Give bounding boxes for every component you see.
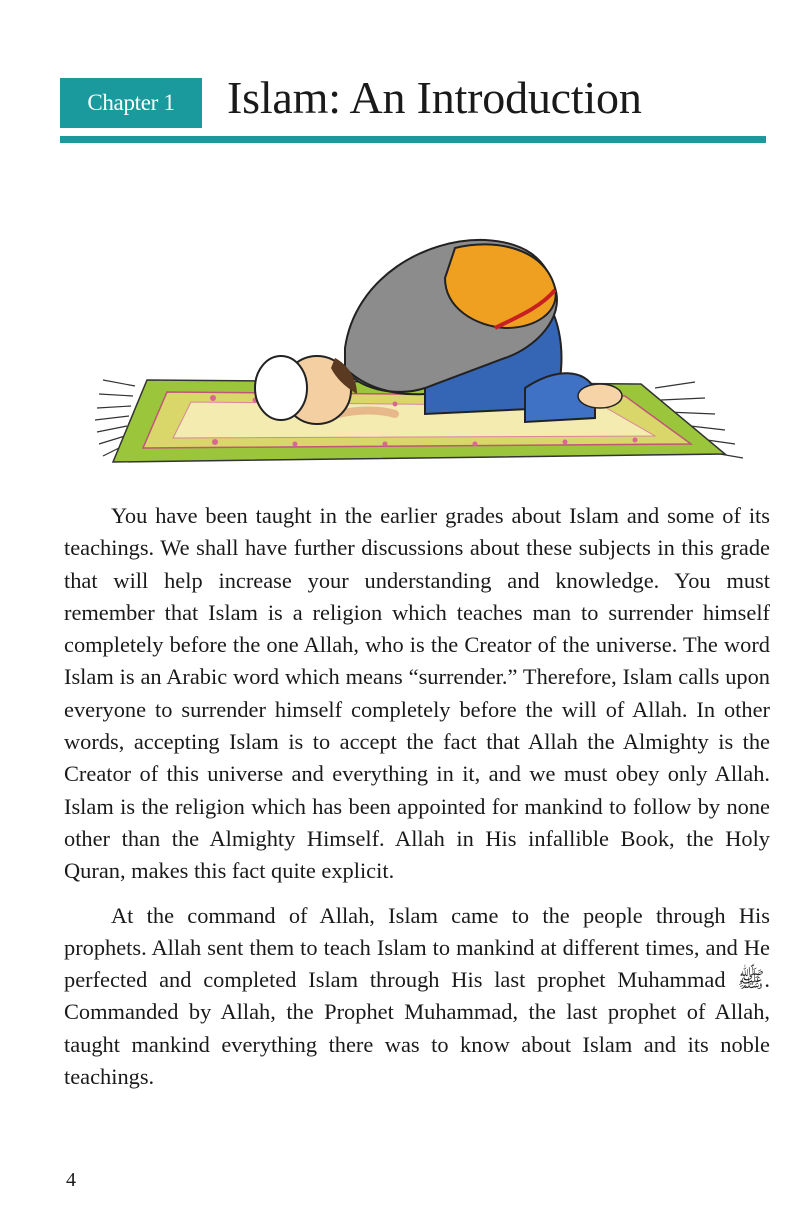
prayer-illustration-icon bbox=[95, 218, 775, 478]
chapter-body bbox=[64, 500, 770, 1105]
chapter-title: Islam: An Introduction bbox=[227, 72, 642, 123]
header-divider bbox=[60, 136, 766, 143]
paragraph: At the command of Allah, Islam came to the people through His prophets. Allah sent them to teach Islam to mankind at different times, and He perfected and completed Islam through His last prophet Muhammad ﷺ. Commanded by Allah, the Prophet Muhammad, the last prophet of Allah, taught mankind everything there was to know about Islam and its noble teachings. bbox=[64, 902, 770, 1090]
child-foot bbox=[578, 384, 622, 408]
paragraph: You have been taught in the earlier grades about Islam and some of its teachings. We shall have further discussions about these subjects in this grade that will help increase your understanding and knowledge. You must remember that Islam is a religion which teaches man to surrender himself completely before the one Allah, who is the Creator of the universe. The word Islam is an Arabic word which means “surrender.” Therefore, Islam calls upon everyone to surrender himself completely before the will of Allah. In other words, accepting Islam is to accept the fact that Allah the Almighty is the Creator of this universe and everything in it, and we must obey only Allah. Islam is the religion which has been appointed for mankind to follow by none other than the Almighty Himself. Allah in His infallible Book, the Holy Quran, makes this fact quite explicit. bbox=[64, 503, 770, 884]
prayer-cap bbox=[255, 356, 307, 420]
chapter-label-badge: Chapter 1 bbox=[60, 78, 202, 128]
praying-child-illustration bbox=[95, 218, 775, 478]
chapter-header bbox=[60, 72, 766, 148]
page-number: 4 bbox=[66, 1169, 76, 1191]
